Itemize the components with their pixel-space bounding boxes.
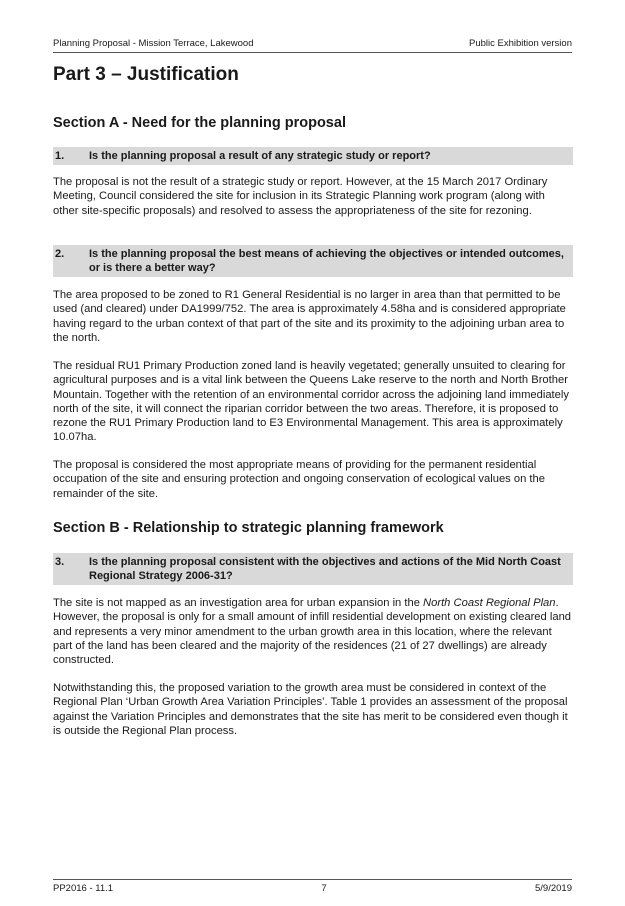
question-2 <box>53 245 573 277</box>
running-header <box>53 38 572 53</box>
header-version: Public Exhibition version <box>469 38 572 49</box>
question-number: 3. <box>55 556 65 568</box>
part-title: Part 3 – Justification <box>53 64 239 85</box>
section-a-heading: Section A - Need for the planning proposal <box>53 115 346 131</box>
page-footer <box>53 879 572 894</box>
question-number: 2. <box>55 248 65 260</box>
paragraph <box>53 596 573 667</box>
paragraph-text: . However, the proposal is only for a small amount of infill residential development on existing cleared land and represents a very minor amendment to the urban growth area in this location, where the relevant part of the land has been cleared and the majority of the residences (21 of 27 dwellings) are already constructed. <box>53 597 572 667</box>
paragraph: The area proposed to be zoned to R1 General Residential is no larger in area than that permitted to be used (and cleared) under DA1999/752. The area is approximately 4.58ha and is considered appropriate having regard to the urban context of that part of the site and its proximity to the adjoining urban area to the north. <box>53 289 566 344</box>
question-text: Is the planning proposal consistent with the objectives and actions of the Mid North Coast Regional Strategy 2006-31? <box>89 556 561 582</box>
question-text: Is the planning proposal the best means of achieving the objectives or intended outcomes, or is there a better way? <box>89 248 564 274</box>
section-b-heading: Section B - Relationship to strategic planning framework <box>53 520 444 536</box>
page-number: 7 <box>321 883 327 894</box>
paragraph: The proposal is considered the most appropriate means of providing for the permanent residential occupation of the site and ensuring protection and ongoing conservation of ecological values on the remainder of the site. <box>53 459 545 500</box>
paragraph: The residual RU1 Primary Production zoned land is heavily vegetated; generally unsuited to clearing for agricultural purposes and is a vital link between the Queens Lake reserve to the north and North Brother Mountain. Together with the retention of an environmental corridor across the adjoining land immediately north of the site, it will connect the riparian corridor between the two areas. Therefore, it is proposed to rezone the RU1 Primary Production land to E3 Environmental Management. This area is approximately 10.07ha. <box>53 360 569 444</box>
question-number: 1. <box>55 150 65 162</box>
paragraph: The proposal is not the result of a strategic study or report. However, at the 15 March 2017 Ordinary Meeting, Council considered the site for inclusion in its Strategic Planning work program (along with other site-specific proposals) and resolved to assess the appropriateness of the site for rezoning. <box>53 176 548 217</box>
question-1 <box>53 147 573 165</box>
question-3 <box>53 553 573 585</box>
paragraph-text: The site is not mapped as an investigation area for urban expansion in the <box>53 597 424 609</box>
question-text: Is the planning proposal a result of any strategic study or report? <box>89 150 431 162</box>
plan-name-italic: North Coast Regional Plan <box>423 597 556 609</box>
footer-date: 5/9/2019 <box>535 883 572 894</box>
header-document-title: Planning Proposal - Mission Terrace, Lakewood <box>53 38 254 49</box>
footer-document-id: PP2016 - 11.1 <box>53 883 114 894</box>
paragraph: Notwithstanding this, the proposed variation to the growth area must be considered in context of the Regional Plan ‘Urban Growth Area Variation Principles’. Table 1 provides an assessment of the proposal against the Variation Principles and demonstrates that the site has merit to be considered even though it is outside the Regional Plan process. <box>53 682 568 737</box>
